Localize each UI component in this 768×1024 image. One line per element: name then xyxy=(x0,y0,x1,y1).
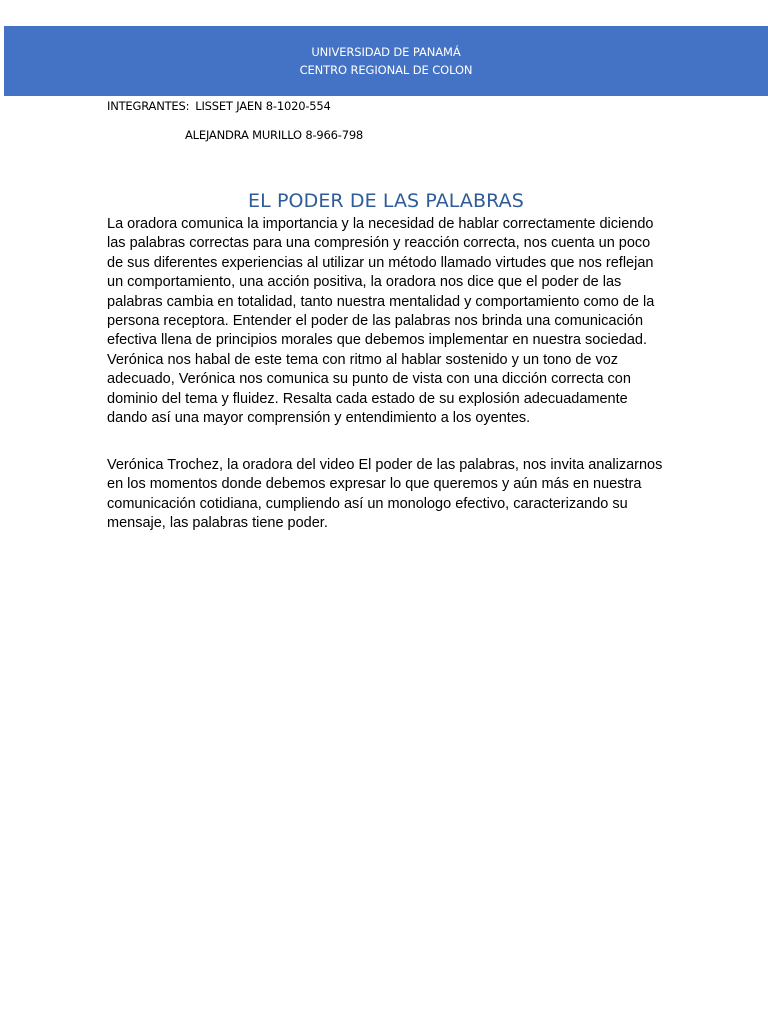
member-1: LISSET JAEN 8-1020-554 xyxy=(195,99,331,113)
document-title: EL PODER DE LAS PALABRAS xyxy=(248,190,524,212)
paragraph-2: Verónica Trochez, la oradora del video El poder de las palabras, nos invita analizarnos en los momentos donde debemos expresar lo que queremos y aún más en nuestra comunicación cotidiana, cumpliendo así un monologo efectivo, caracterizando su mensaje, las palabras tiene poder. xyxy=(107,457,663,532)
campus-name: CENTRO REGIONAL DE COLON xyxy=(299,63,473,77)
university-name: UNIVERSIDAD DE PANAMÁ xyxy=(311,45,461,59)
member-2: ALEJANDRA MURILLO 8-966-798 xyxy=(185,128,364,142)
members-label: INTEGRANTES: xyxy=(107,99,190,113)
paragraph-1: La oradora comunica la importancia y la necesidad de hablar correctamente diciendo las palabras correctas para una compresión y reacción correcta, nos cuenta un poco de sus diferentes experiencias al utilizar un método llamado virtudes que nos reflejan un comportamiento, una acción positiva, la oradora nos dice que el poder de las palabras cambia en totalidad, tanto nuestra mentalidad y comportamiento como de la persona receptora. Entender el poder de las palabras nos brinda una comunicación efectiva llena de principios morales que debemos implementar en nuestra sociedad. Verónica nos habal de este tema con ritmo al hablar sostenido y un tono de voz adecuado, Verónica nos comunica su punto de vista con una dicción correcta con dominio del tema y fluidez. Resalta cada estado de su explosión adecuadamente dando así una mayor comprensión y entendimiento a los oyentes. xyxy=(107,216,655,427)
members-row-2 xyxy=(185,128,363,142)
members-row-1 xyxy=(107,99,331,113)
header-band xyxy=(4,26,768,96)
